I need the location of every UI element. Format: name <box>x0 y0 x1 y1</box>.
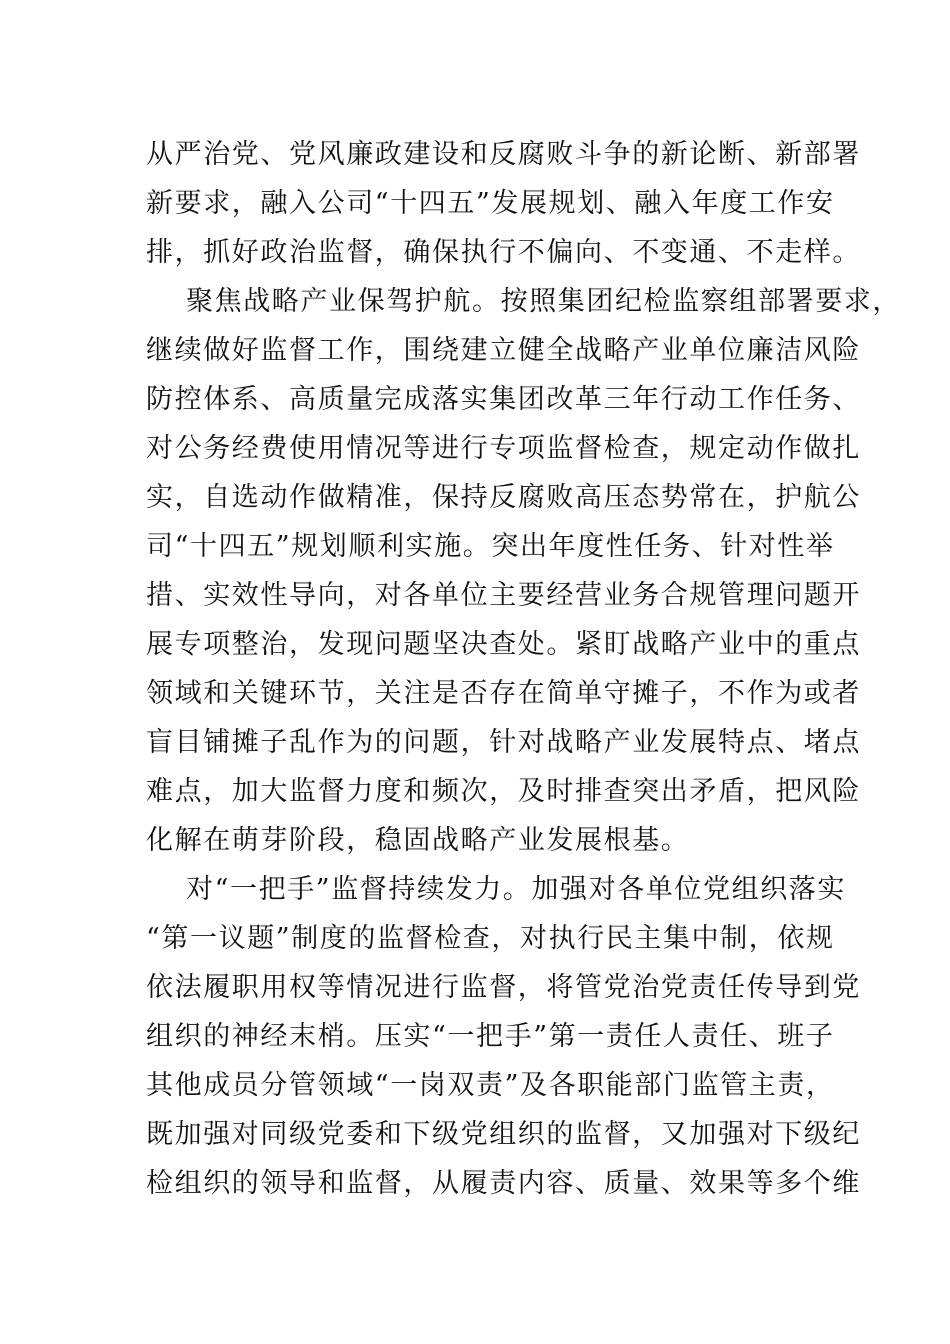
text-line: 化解在萌芽阶段，稳固战略产业发展根基。 <box>146 825 690 856</box>
text-line: 其他成员分管领域“一岗双责”及各职能部门监管主责， <box>146 1070 835 1101</box>
text-line: 继续做好监督工作，围绕建立健全战略产业单位廉洁风险 <box>146 335 861 366</box>
text-line: 防控体系、高质量完成落实集团改革三年行动工作任务、 <box>146 384 861 415</box>
document-body <box>146 130 901 1208</box>
text-line: 排，抓好政治监督，确保执行不偏向、不变通、不走样。 <box>146 237 861 268</box>
text-line: “第一议题”制度的监督检查，对执行民主集中制，依规 <box>146 923 835 954</box>
text-line: 组织的神经末梢。压实“一把手”第一责任人责任、班子 <box>146 1021 835 1052</box>
text-line: 司“十四五”规划顺利实施。突出年度性任务、针对性举 <box>146 531 835 562</box>
text-line: 难点，加大监督力度和频次，及时排查突出矛盾，把风险 <box>146 776 861 807</box>
paragraph-start-line: 对“一把手”监督持续发力。加强对各单位党组织落实 <box>186 874 847 905</box>
text-line: 既加强对同级党委和下级党组织的监督，又加强对下级纪 <box>146 1119 861 1150</box>
paragraph-start-line: 聚焦战略产业保驾护航。按照集团纪检监察组部署要求， <box>186 286 901 317</box>
text-line: 展专项整治，发现问题坚决查处。紧盯战略产业中的重点 <box>146 629 861 660</box>
text-line: 对公务经费使用情况等进行专项监督检查，规定动作做扎 <box>146 433 861 464</box>
text-line: 依法履职用权等情况进行监督，将管党治党责任传导到党 <box>146 972 861 1003</box>
text-line: 新要求，融入公司“十四五”发展规划、融入年度工作安 <box>146 188 835 219</box>
text-line: 检组织的领导和监督，从履责内容、质量、效果等多个维 <box>146 1168 861 1199</box>
text-line: 措、实效性导向，对各单位主要经营业务合规管理问题开 <box>146 580 861 611</box>
text-line: 实，自选动作做精准，保持反腐败高压态势常在，护航公 <box>146 482 861 513</box>
text-line: 从严治党、党风廉政建设和反腐败斗争的新论断、新部署 <box>146 139 861 170</box>
text-line: 领域和关键环节，关注是否存在简单守摊子，不作为或者 <box>146 678 861 709</box>
text-line: 盲目铺摊子乱作为的问题，针对战略产业发展特点、堵点 <box>146 727 861 758</box>
